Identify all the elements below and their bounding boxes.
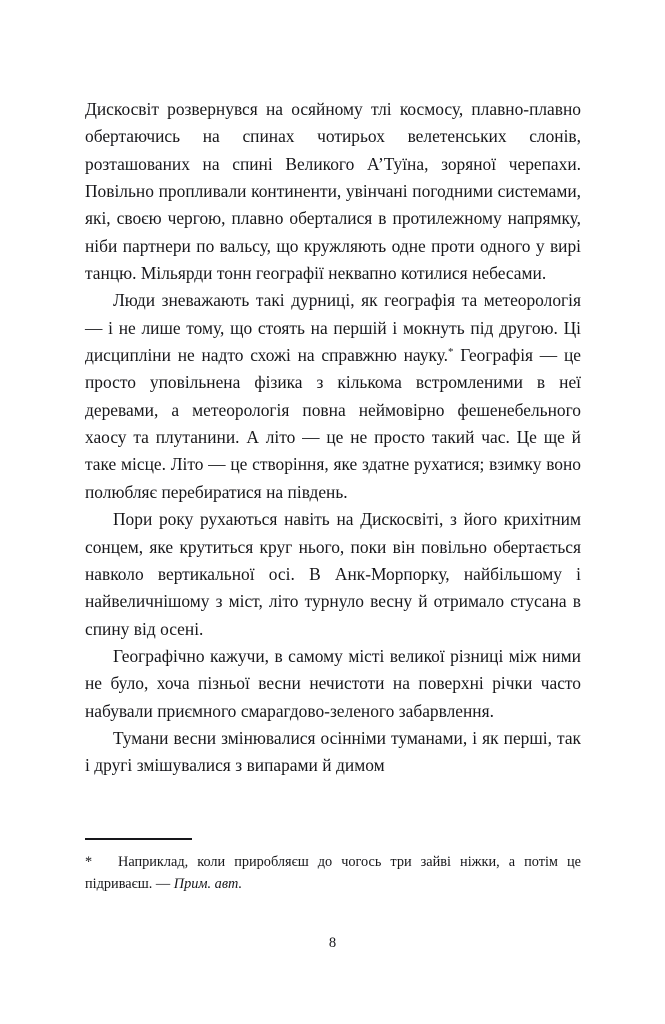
paragraph-5: Тумани весни змінювалися осінніми туманами, і як перші, так і другі змішувалися з випарами й димом	[85, 727, 581, 776]
footnote-marker: *	[85, 853, 93, 870]
footnote-separator-rule	[85, 838, 192, 840]
paragraph-1: Дискосвіт розвернувся на осяйному тлі космосу, плавно-плавно обертаючись на спинах чотирьох велетенських слонів, розташованих на спині Великого А’Туїна, зоряної черепахи. Повільно пропливали континенти, увінчані погодними системами, які, своєю чергою, плавно оберталися в протилежному напрямку, ніби партнери по вальсу, що кружляють одне проти одного у вирі танцю. Мільярди тонн географії неквапно котилися небесами.	[85, 99, 581, 284]
footnote-attribution: Прим. авт.	[173, 876, 243, 892]
paragraph-2-part-a: Люди зневажають такі дурниці, як географія та метеорологія — і не лише тому, що стоять на першій і мокнуть під другою. Ці дисципліни не надто схожі на справжню науку.	[85, 290, 581, 366]
paragraph-4: Географічно кажучи, в самому місті великої різниці між ними не було, хоча пізньої весни нечистоти на поверхні річки часто набували приємного смарагдово-зеленого забарвлення.	[85, 645, 581, 721]
paragraph-2-part-b: Географія — це просто уповільнена фізика з кількома встромленими в неї деревами, а метеорологія повна неймовірно фешенебельного хаосу та плутанини. А літо — це не просто такий час. Це ще й таке місце. Літо — це створіння, яке здатне рухатися; взимку воно полюбляє перебиратися на південь.	[85, 345, 581, 502]
paragraph-3: Пори року рухаються навіть на Дискосвіті, з його крихітним сонцем, яке крутиться круг нього, поки він повільно обертається навколо вертикальної осі. В Анк-Морпорку, найбільшому і найвеличнішому з міст, літо турнуло весну й отримало стусана в спину від осені.	[85, 509, 581, 639]
footnote-body: Наприклад, коли приробляєш до чогось три зайві ніжки, а потім це підриваєш. —	[85, 853, 581, 892]
footnote-text	[85, 851, 581, 896]
paragraph-2	[85, 287, 581, 506]
footnote-reference-marker[interactable]: *	[447, 346, 454, 359]
page-number: 8	[328, 935, 337, 951]
body-text-block	[85, 96, 581, 780]
footnote-area	[85, 838, 581, 895]
